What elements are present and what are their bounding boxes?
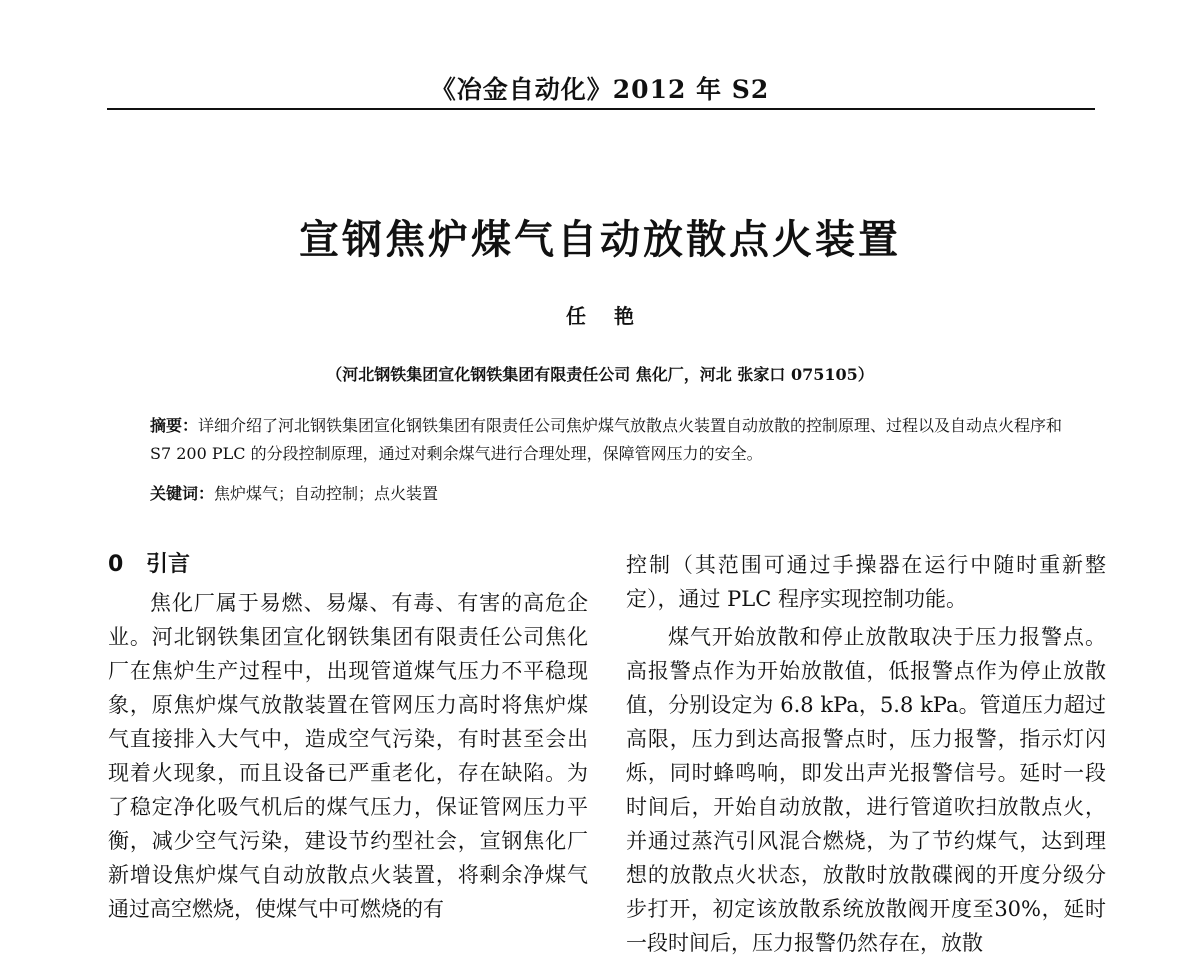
header-rule [107,108,1095,110]
keywords [150,480,1070,508]
abstract-text: 详细介绍了河北钢铁集团宣化钢铁集团有限责任公司焦炉煤气放散点火装置自动放散的控制原理、过程以及自动点火程序和 S7 200 PLC 的分段控制原理，通过对剩余煤气进行合理处理，保障管网压力的安全。 [150,416,1063,463]
paper-title: 宣钢焦炉煤气自动放散点火装置 [299,217,901,263]
journal-header: 《冶金自动化》2012 年 S2 [430,75,770,104]
keywords-text: 焦炉煤气；自动控制；点火装置 [214,484,439,503]
affiliation: （河北钢铁集团宣化钢铁集团有限责任公司 焦化厂，河北 张家口 075105） [326,365,874,384]
section-number: 0 [108,552,124,577]
left-column [108,548,588,926]
continuation-paragraph: 控制（其范围可通过手操器在运行中随时重新整定），通过 PLC 程序实现控制功能。 [626,553,1106,611]
section-title: 引言 [146,552,191,577]
author: 任艳 [566,304,662,328]
abstract-label: 摘要： [150,416,199,435]
section-heading [108,548,588,582]
abstract [150,412,1070,468]
right-column [626,548,1106,960]
intro-paragraph: 焦化厂属于易燃、易爆、有毒、有害的高危企业。河北钢铁集团宣化钢铁集团有限责任公司焦化厂在焦炉生产过程中，出现管道煤气压力不平稳现象，原焦炉煤气放散装置在管网压力高时将焦炉煤气直接排入大气中，造成空气污染，有时甚至会出现着火现象，而且设备已严重老化，存在缺陷。为了稳定净化吸气机后的煤气压力，保证管网压力平衡，减少空气污染，建设节约型社会，宣钢焦化厂新增设焦炉煤气自动放散点火装置，将剩余净煤气通过高空燃烧，使煤气中可燃烧的有 [108,591,588,921]
alarm-paragraph: 煤气开始放散和停止放散取决于压力报警点。高报警点作为开始放散值，低报警点作为停止放散值，分别设定为 6.8 kPa，5.8 kPa。管道压力超过高限，压力到达高报警点时，压力报警，指示灯闪烁，同时蜂鸣响，即发出声光报警信号。延时一段时间后，开始自动放散，进行管道吹扫放散点火，并通过蒸汽引风混合燃烧，为了节约煤气，达到理想的放散点火状态，放散时放散碟阀的开度分级分步打开，初定该放散系统放散阀开度至30%，延时一段时间后，压力报警仍然存在，放散 [626,625,1106,955]
keywords-label: 关键词： [150,484,215,503]
